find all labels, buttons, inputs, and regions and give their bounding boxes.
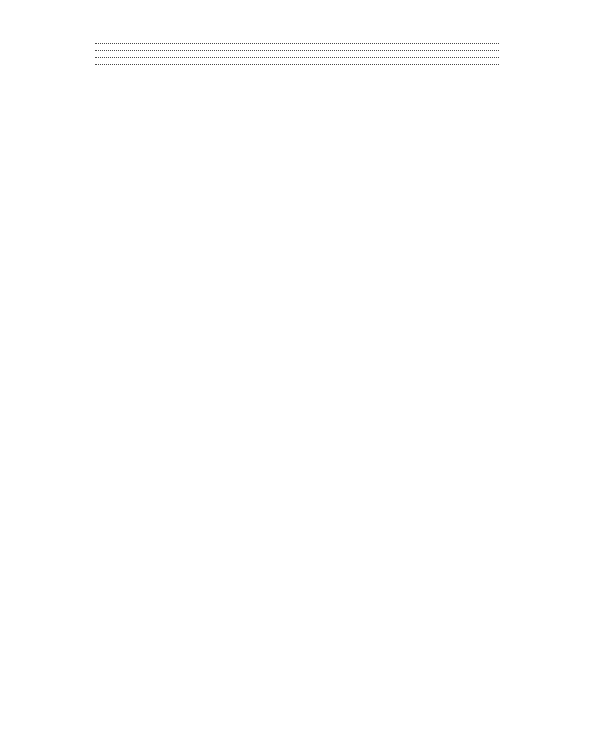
dot-leader (95, 43, 499, 44)
chapter-7 (92, 60, 502, 61)
dot-leader (95, 64, 499, 65)
chapter-title-entry[interactable] (92, 60, 502, 61)
dot-leader (95, 50, 499, 51)
chapter-5 (92, 46, 502, 47)
chapter-6 (92, 53, 502, 54)
chapter-8 (92, 67, 502, 68)
chapter-title-entry[interactable] (92, 53, 502, 54)
dot-leader (95, 57, 499, 58)
chapter-title-entry[interactable] (92, 46, 502, 47)
chapter-title-entry[interactable] (92, 67, 502, 68)
table-of-contents (92, 40, 502, 74)
